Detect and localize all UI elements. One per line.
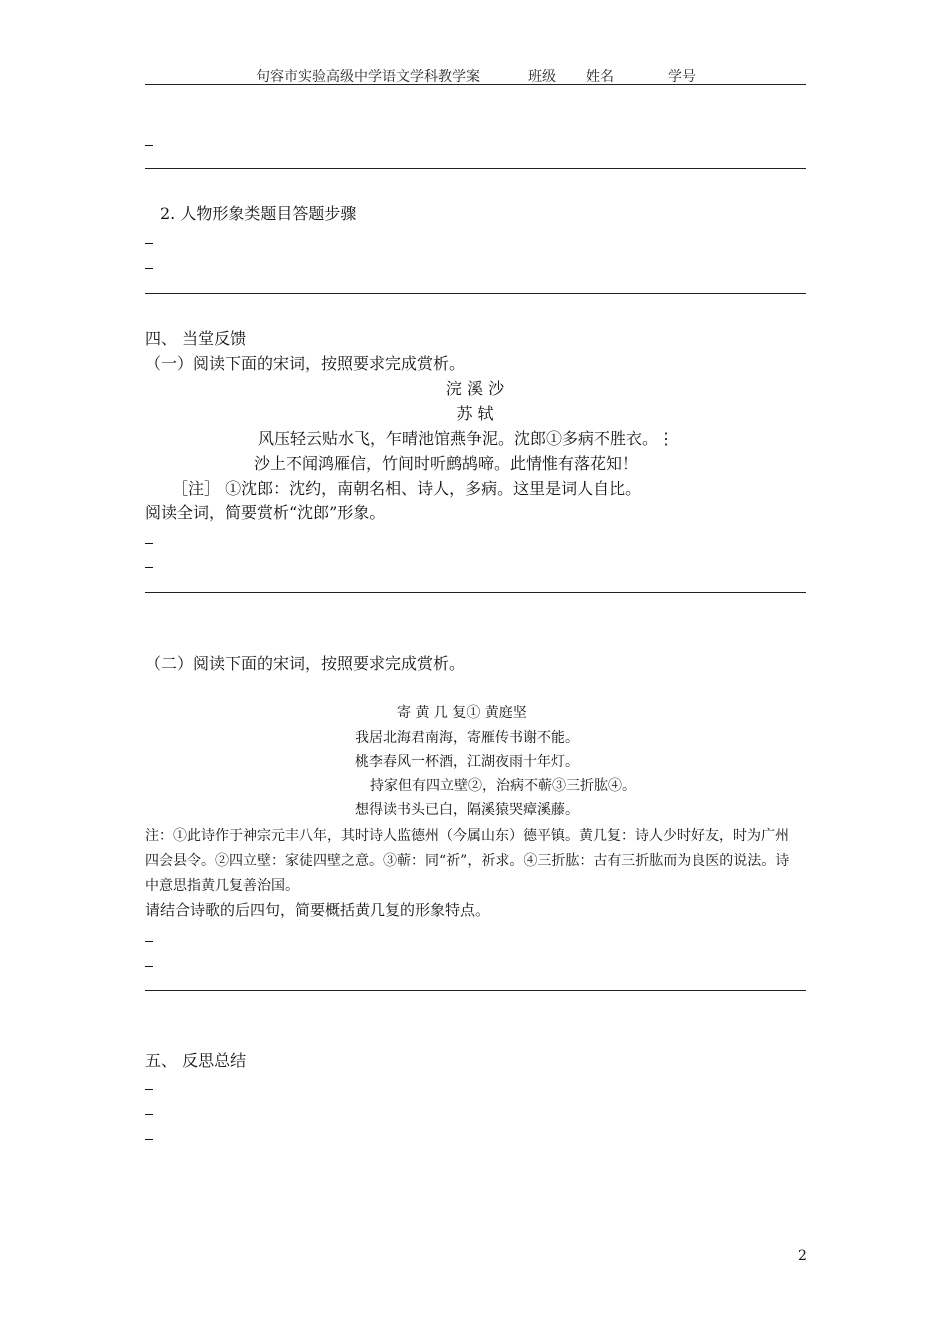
answer-blank-dash xyxy=(145,567,153,568)
poem1-line1: 风压轻云贴水飞，乍晴池馆燕争泥。沈郎①多病不胜衣。⋮ xyxy=(258,429,675,448)
poem1-author: 苏 轼 xyxy=(456,404,494,423)
answer-blank-dash xyxy=(145,243,153,244)
answer-blank-dash xyxy=(145,268,153,269)
part2-instruction: （二）阅读下面的宋词，按照要求完成赏析。 xyxy=(145,654,466,673)
answer-line xyxy=(145,990,806,991)
answer-blank-dash xyxy=(145,1114,153,1115)
part1-question: 阅读全词，简要赏析“沈郎”形象。 xyxy=(145,503,386,522)
section4-heading: 四、 当堂反馈 xyxy=(145,329,247,348)
section5-heading: 五、 反思总结 xyxy=(145,1051,247,1070)
answer-line xyxy=(145,592,806,593)
poem1-note: ［注］ ①沈郎：沈约，南朝名相、诗人，多病。这里是词人自比。 xyxy=(172,479,642,498)
poem2-note-line2: 四会县令。②四立壁：家徒四壁之意。③蕲：同“祈”，祈求。④三折肱：古有三折肱而为良医的说法。诗 xyxy=(145,853,790,869)
header-class-label: 班级 xyxy=(528,69,556,85)
header-rule xyxy=(145,84,806,85)
poem1-line2: 沙上不闻鸿雁信，竹间时听鹧鸪啼。此情惟有落花知！ xyxy=(254,454,639,473)
poem2-line2: 桃李春风一杯酒，江湖夜雨十年灯。 xyxy=(355,754,579,770)
answer-blank-dash xyxy=(145,941,153,942)
poem2-line1: 我居北海君南海，寄雁传书谢不能。 xyxy=(355,730,579,746)
answer-blank-dash xyxy=(145,1139,153,1140)
part1-instruction: （一）阅读下面的宋词，按照要求完成赏析。 xyxy=(145,354,466,373)
answer-line xyxy=(145,168,806,169)
poem2-title: 寄 黄 几 复① 黄庭坚 xyxy=(397,705,527,721)
page-number: 2 xyxy=(798,1248,807,1264)
answer-line xyxy=(145,293,806,294)
poem2-note-line3: 中意思指黄几复善治国。 xyxy=(145,878,299,894)
header-school-title: 句容市实验高级中学语文学科教学案 xyxy=(256,69,480,85)
poem2-line3: 持家但有四立壁②，治病不蕲③三折肱④。 xyxy=(370,778,636,794)
header-id-label: 学号 xyxy=(668,69,696,85)
answer-blank-dash xyxy=(145,145,153,146)
poem2-note-line1: 注：①此诗作于神宗元丰八年，其时诗人监德州（今属山东）德平镇。黄几复：诗人少时好友，时为广州 xyxy=(145,828,789,844)
poem2-line4: 想得读书头已白，隔溪猿哭瘴溪藤。 xyxy=(355,802,579,818)
header-name-label: 姓名 xyxy=(586,69,614,85)
answer-blank-dash xyxy=(145,543,153,544)
answer-blank-dash xyxy=(145,1089,153,1090)
poem1-title: 浣 溪 沙 xyxy=(445,379,505,398)
part2-question: 请结合诗歌的后四句，简要概括黄几复的形象特点。 xyxy=(145,901,491,919)
item2-heading: 2. 人物形象类题目答题步骤 xyxy=(160,204,357,223)
answer-blank-dash xyxy=(145,966,153,967)
